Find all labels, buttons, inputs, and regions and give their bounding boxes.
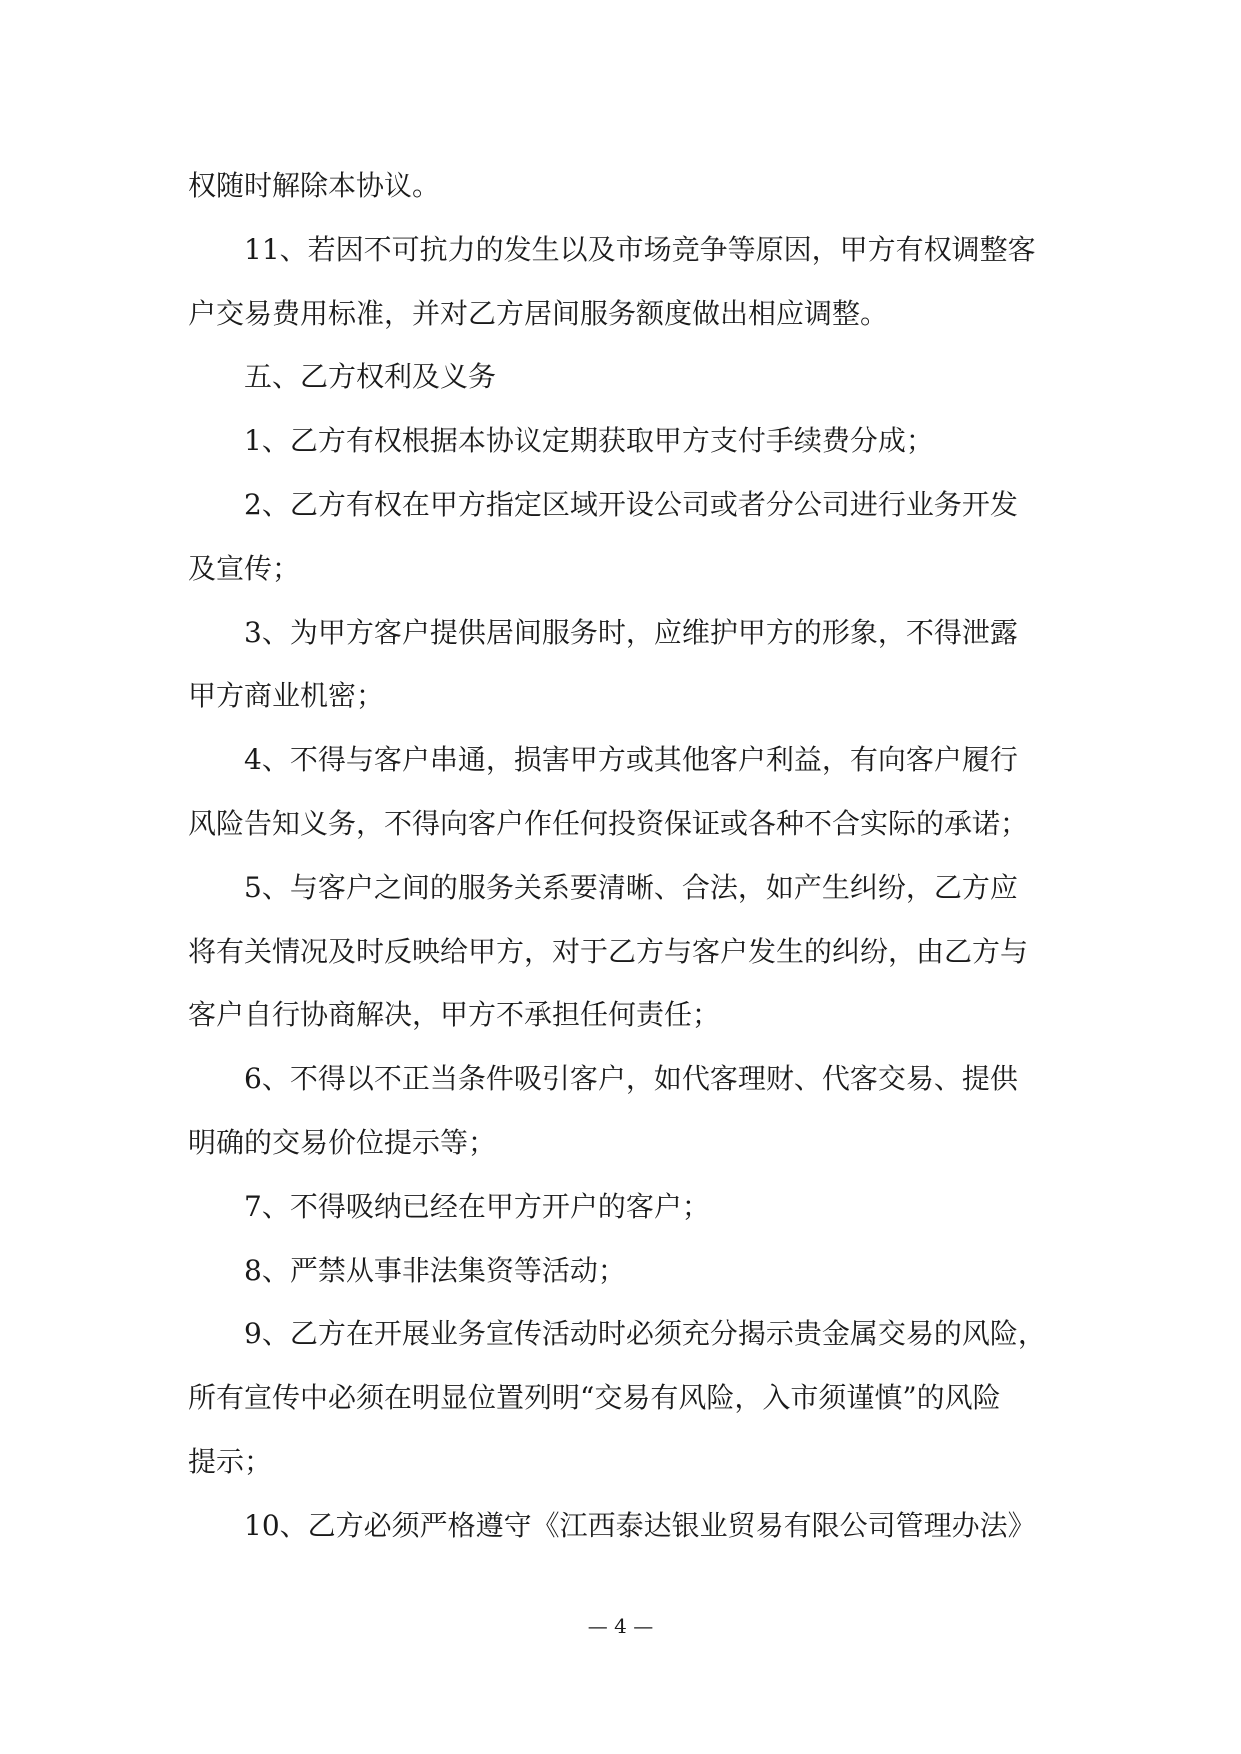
text-line: 2、乙方有权在甲方指定区域开设公司或者分公司进行业务开发 (244, 487, 1018, 521)
body-text (188, 154, 1058, 1558)
text-line: 10、乙方必须严格遵守《江西泰达银业贸易有限公司管理办法》 (244, 1508, 1036, 1542)
text-line: 11、若因不可抗力的发生以及市场竞争等原因，甲方有权调整客 (244, 232, 1036, 266)
text-line: 及宣传； (188, 551, 301, 585)
text-line: 6、不得以不正当条件吸引客户，如代客理财、代客交易、提供 (244, 1062, 1018, 1096)
text-line: 客户自行协商解决，甲方不承担任何责任； (188, 998, 721, 1032)
text-line: 3、为甲方客户提供居间服务时，应维护甲方的形象，不得泄露 (244, 615, 1018, 649)
text-line: 所有宣传中必须在明显位置列明“交易有风险，入市须谨慎”的风险 (188, 1381, 1001, 1415)
text-line: 9、乙方在开展业务宣传活动时必须充分揭示贵金属交易的风险， (244, 1317, 1046, 1351)
text-line: 4、不得与客户串通，损害甲方或其他客户利益，有向客户履行 (244, 743, 1018, 777)
text-line: 5、与客户之间的服务关系要清晰、合法，如产生纠纷，乙方应 (244, 870, 1018, 904)
text-line: 明确的交易价位提示等； (188, 1125, 497, 1159)
text-line: 权随时解除本协议。 (188, 169, 441, 202)
text-line: 户交易费用标准，并对乙方居间服务额度做出相应调整。 (188, 296, 889, 330)
text-line: 8、严禁从事非法集资等活动； (244, 1253, 626, 1287)
text-line: 风险告知义务，不得向客户作任何投资保证或各种不合实际的承诺； (188, 806, 1029, 840)
text-line: 甲方商业机密； (188, 679, 385, 713)
text-line: 提示； (188, 1444, 273, 1478)
section-heading: 五、乙方权利及义务 (244, 360, 497, 394)
page-number: — 4 — (587, 1614, 654, 1638)
text-line: 7、不得吸纳已经在甲方开户的客户； (244, 1189, 710, 1223)
text-line: 将有关情况及时反映给甲方，对于乙方与客户发生的纠纷，由乙方与 (188, 934, 1029, 968)
text-line: 1、乙方有权根据本协议定期获取甲方支付手续费分成； (244, 424, 934, 458)
